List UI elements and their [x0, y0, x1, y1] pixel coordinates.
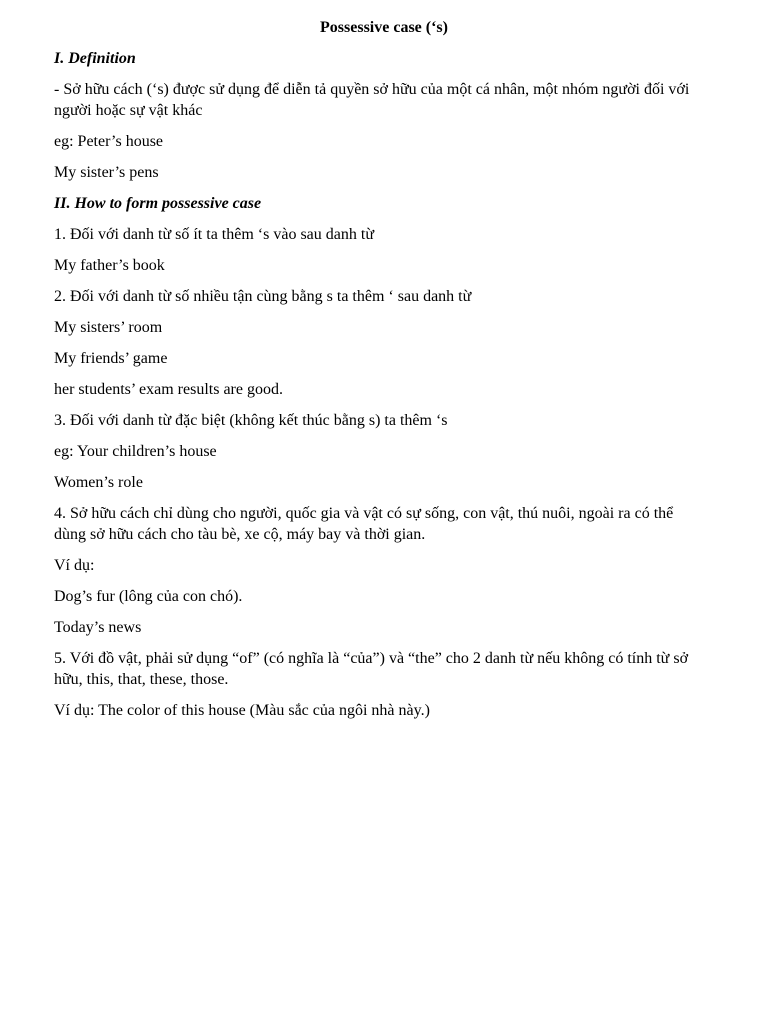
example-line: My friends’ game	[54, 350, 168, 367]
example-line: Dog’s fur (lông của con chó).	[54, 588, 243, 605]
example-line: eg: Peter’s house	[54, 133, 164, 150]
example-line: My sister’s pens	[54, 164, 159, 181]
section-heading-definition: I. Definition	[54, 50, 136, 67]
rule-5-text: 5. Với đồ vật, phải sử dụng “of” (có nghĩa là “của”) và “the” cho 2 danh từ nếu không có tính từ sở hữu, this, that, these, those.	[54, 650, 689, 688]
rule-2-text: 2. Đối với danh từ số nhiều tận cùng bằng s ta thêm ‘ sau danh từ	[54, 288, 472, 305]
example-line: Today’s news	[54, 619, 142, 636]
rule-3-text: 3. Đối với danh từ đặc biệt (không kết thúc bằng s) ta thêm ‘s	[54, 412, 448, 429]
example-line: Ví dụ: The color of this house (Màu sắc của ngôi nhà này.)	[54, 702, 430, 719]
example-line: eg: Your children’s house	[54, 443, 217, 460]
example-line: her students’ exam results are good.	[54, 381, 283, 398]
definition-text: - Sở hữu cách (‘s) được sử dụng để diễn tả quyền sở hữu của một cá nhân, một nhóm người đối với người hoặc sự vật khác	[54, 81, 690, 119]
section-heading-how-to-form: II. How to form possessive case	[54, 195, 262, 212]
rule-4-text: 4. Sở hữu cách chỉ dùng cho người, quốc gia và vật có sự sống, con vật, thú nuôi, ngoài ra có thể dùng sở hữu cách cho tàu bè, xe cộ, máy bay và thời gian.	[54, 505, 674, 543]
document-title: Possessive case (‘s)	[320, 19, 448, 36]
example-line: My father’s book	[54, 257, 165, 274]
example-label: Ví dụ:	[54, 557, 95, 574]
rule-1-text: 1. Đối với danh từ số ít ta thêm ‘s vào sau danh từ	[54, 226, 374, 243]
example-line: Women’s role	[54, 474, 143, 491]
example-line: My sisters’ room	[54, 319, 163, 336]
